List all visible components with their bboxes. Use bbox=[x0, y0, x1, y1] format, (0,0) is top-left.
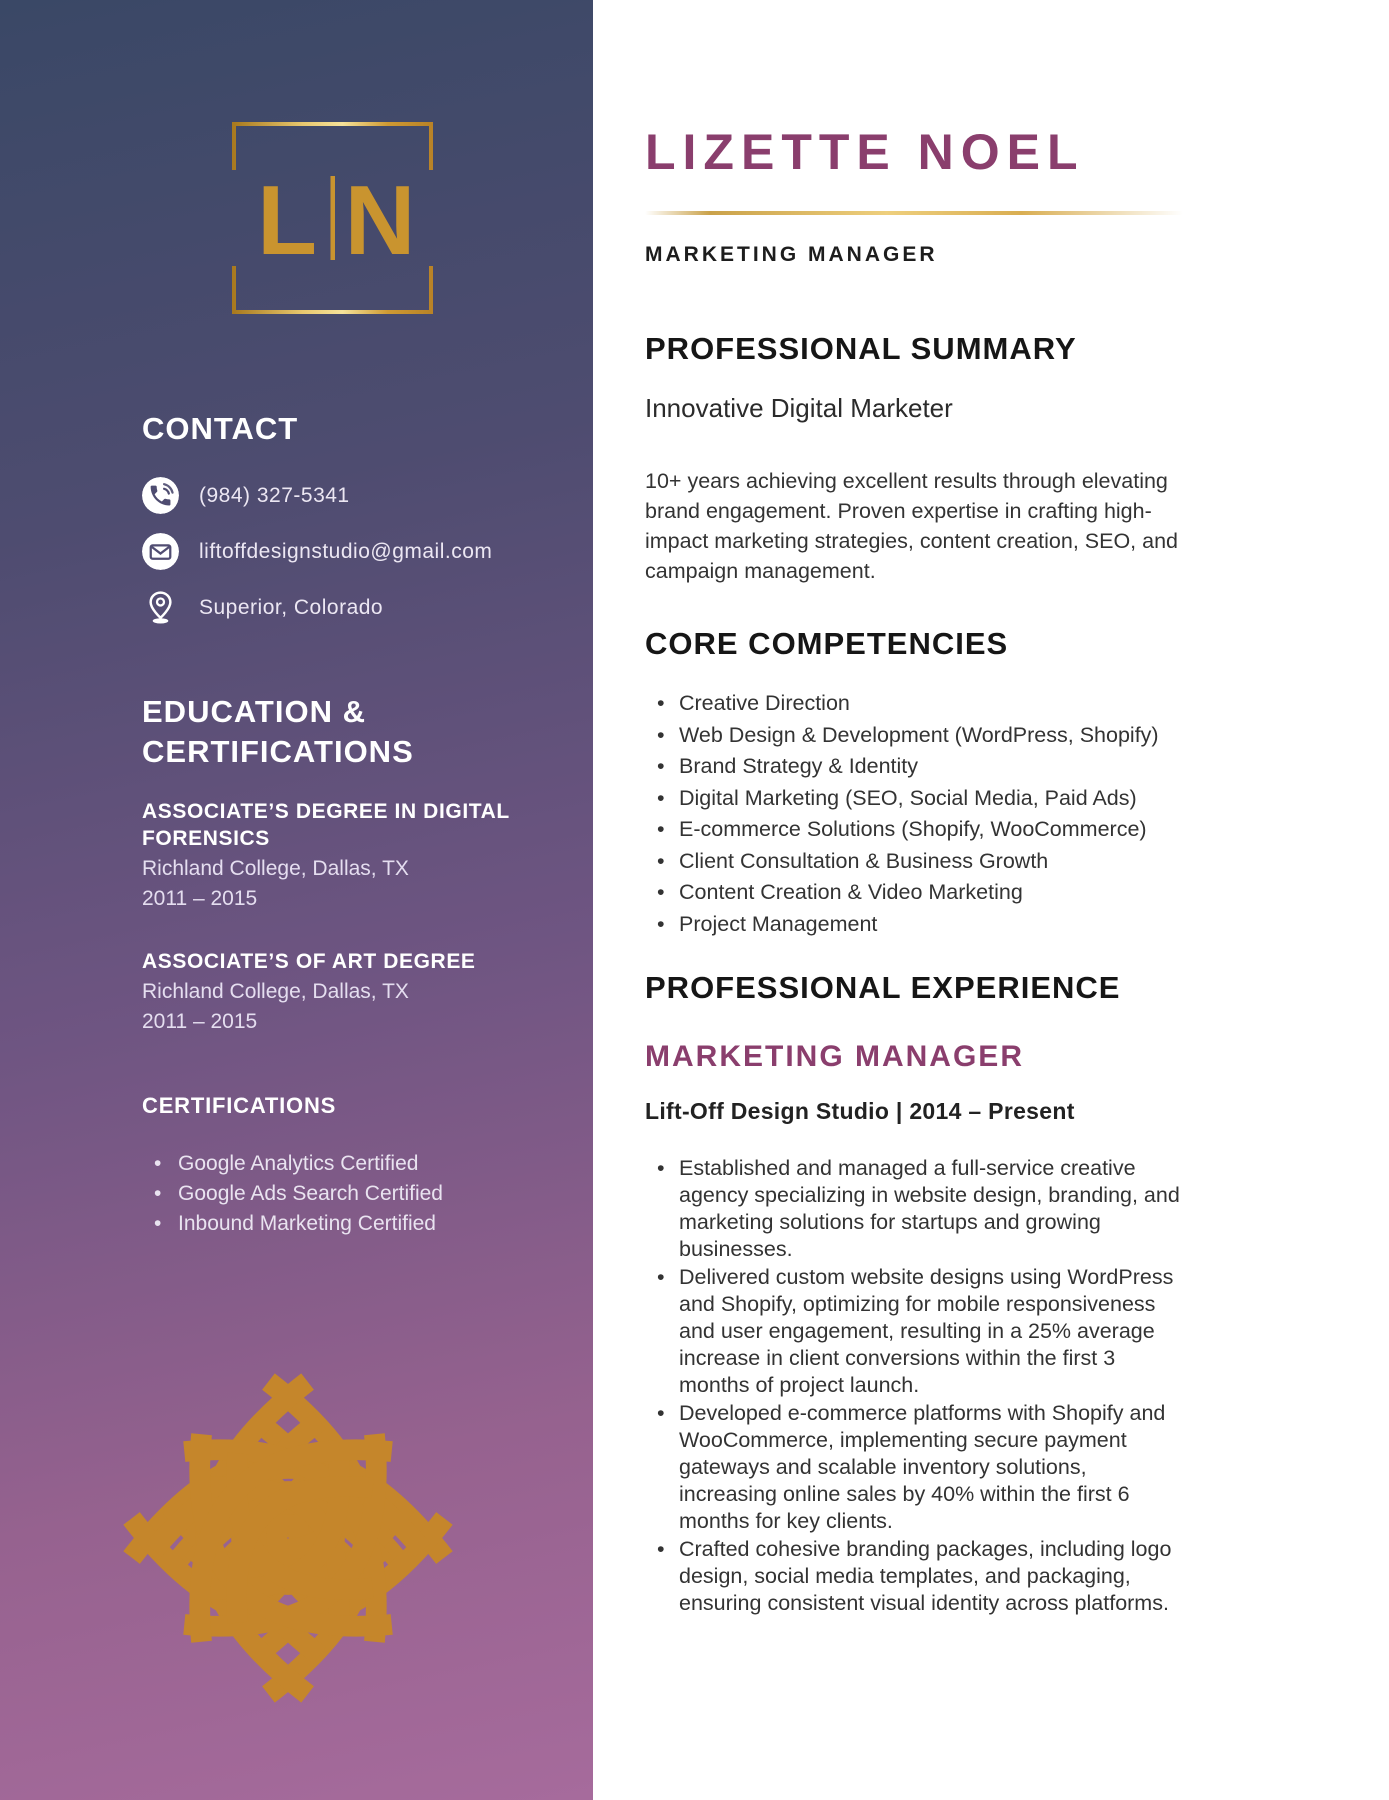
list-item: • Google Ads Search Certified bbox=[178, 1179, 523, 1209]
summary-subheading: Innovative Digital Marketer bbox=[645, 393, 953, 423]
logo-letter-left: L bbox=[257, 165, 317, 275]
education-entry bbox=[142, 798, 523, 912]
experience-company-line: Lift-Off Design Studio | 2014 – Present bbox=[645, 1097, 1075, 1124]
contact-phone-value: (984) 327-5341 bbox=[199, 483, 350, 507]
monogram-logo bbox=[230, 118, 435, 323]
list-item: • Google Analytics Certified bbox=[178, 1149, 523, 1179]
list-item: • Creative Direction bbox=[679, 690, 1183, 717]
list-item: • Delivered custom website designs using WordPress and Shopify, optimizing for mobile responsiveness and user engagement, resulting in a 25% average increase in client conversions within the first 3 months of project launch. bbox=[679, 1264, 1183, 1399]
list-item: • Digital Marketing (SEO, Social Media, Paid Ads) bbox=[679, 785, 1183, 812]
contact-row-phone bbox=[142, 477, 523, 514]
list-item: • Project Management bbox=[679, 911, 1183, 938]
gold-divider bbox=[645, 211, 1183, 215]
list-item: • Crafted cohesive branding packages, including logo design, social media templates, and packaging, ensuring consistent visual identity across platforms. bbox=[679, 1536, 1183, 1617]
list-item: • Web Design & Development (WordPress, Shopify) bbox=[679, 722, 1183, 749]
flower-motif-icon bbox=[68, 1318, 508, 1758]
education-entry bbox=[142, 948, 523, 1035]
contact-list bbox=[142, 477, 523, 626]
list-item: • Content Creation & Video Marketing bbox=[679, 879, 1183, 906]
degree-title: ASSOCIATE’S DEGREE IN DIGITAL FORENSICS bbox=[142, 799, 510, 850]
certifications-heading: CERTIFICATIONS bbox=[142, 1092, 337, 1118]
list-item: • E-commerce Solutions (Shopify, WooCommerce) bbox=[679, 816, 1183, 843]
page-title: LIZETTE NOEL bbox=[645, 123, 1085, 180]
list-item: • Developed e-commerce platforms with Shopify and WooCommerce, implementing secure payment gateways and scalable inventory solutions, increasing online sales by 40% within the first 6 months for key clients. bbox=[679, 1400, 1183, 1535]
monogram-frame-icon bbox=[230, 118, 435, 318]
list-item: • Brand Strategy & Identity bbox=[679, 753, 1183, 780]
list-item: • Established and managed a full-service creative agency specializing in website design, branding, and marketing solutions for startups and growing businesses. bbox=[679, 1155, 1183, 1263]
main-content bbox=[593, 0, 1389, 1800]
certifications-list bbox=[142, 1149, 523, 1239]
experience-role: MARKETING MANAGER bbox=[645, 1039, 1024, 1073]
sidebar-content bbox=[0, 118, 593, 1239]
list-item: • Client Consultation & Business Growth bbox=[679, 848, 1183, 875]
contact-heading: CONTACT bbox=[142, 411, 299, 446]
education-heading: EDUCATION & CERTIFICATIONS bbox=[142, 694, 414, 769]
degree-dates: 2011 – 2015 bbox=[142, 886, 258, 910]
experience-bullet-list bbox=[645, 1155, 1183, 1617]
summary-paragraph: 10+ years achieving excellent results through elevating brand engagement. Proven expertise in crafting high-impact marketing strategies, content creation, SEO, and campaign management. bbox=[645, 469, 1178, 583]
location-pin-icon bbox=[142, 589, 179, 626]
competencies-heading: CORE COMPETENCIES bbox=[645, 626, 1009, 661]
phone-icon bbox=[142, 477, 179, 514]
degree-school: Richland College, Dallas, TX bbox=[142, 979, 409, 1003]
contact-location-value: Superior, Colorado bbox=[199, 595, 384, 619]
degree-title: ASSOCIATE’S OF ART DEGREE bbox=[142, 949, 476, 973]
degree-dates: 2011 – 2015 bbox=[142, 1009, 258, 1033]
sidebar bbox=[0, 0, 593, 1800]
summary-heading: PROFESSIONAL SUMMARY bbox=[645, 331, 1077, 366]
logo-letter-right: N bbox=[344, 165, 416, 275]
list-item: • Inbound Marketing Certified bbox=[178, 1209, 523, 1239]
job-title: MARKETING MANAGER bbox=[645, 243, 938, 266]
contact-row-location bbox=[142, 589, 523, 626]
competencies-list bbox=[645, 690, 1183, 938]
experience-heading: PROFESSIONAL EXPERIENCE bbox=[645, 969, 1121, 1005]
logo-divider-bar bbox=[331, 176, 336, 260]
contact-email-value: liftoffdesignstudio@gmail.com bbox=[199, 539, 493, 563]
email-icon bbox=[142, 533, 179, 570]
contact-row-email bbox=[142, 533, 523, 570]
degree-school: Richland College, Dallas, TX bbox=[142, 856, 409, 880]
